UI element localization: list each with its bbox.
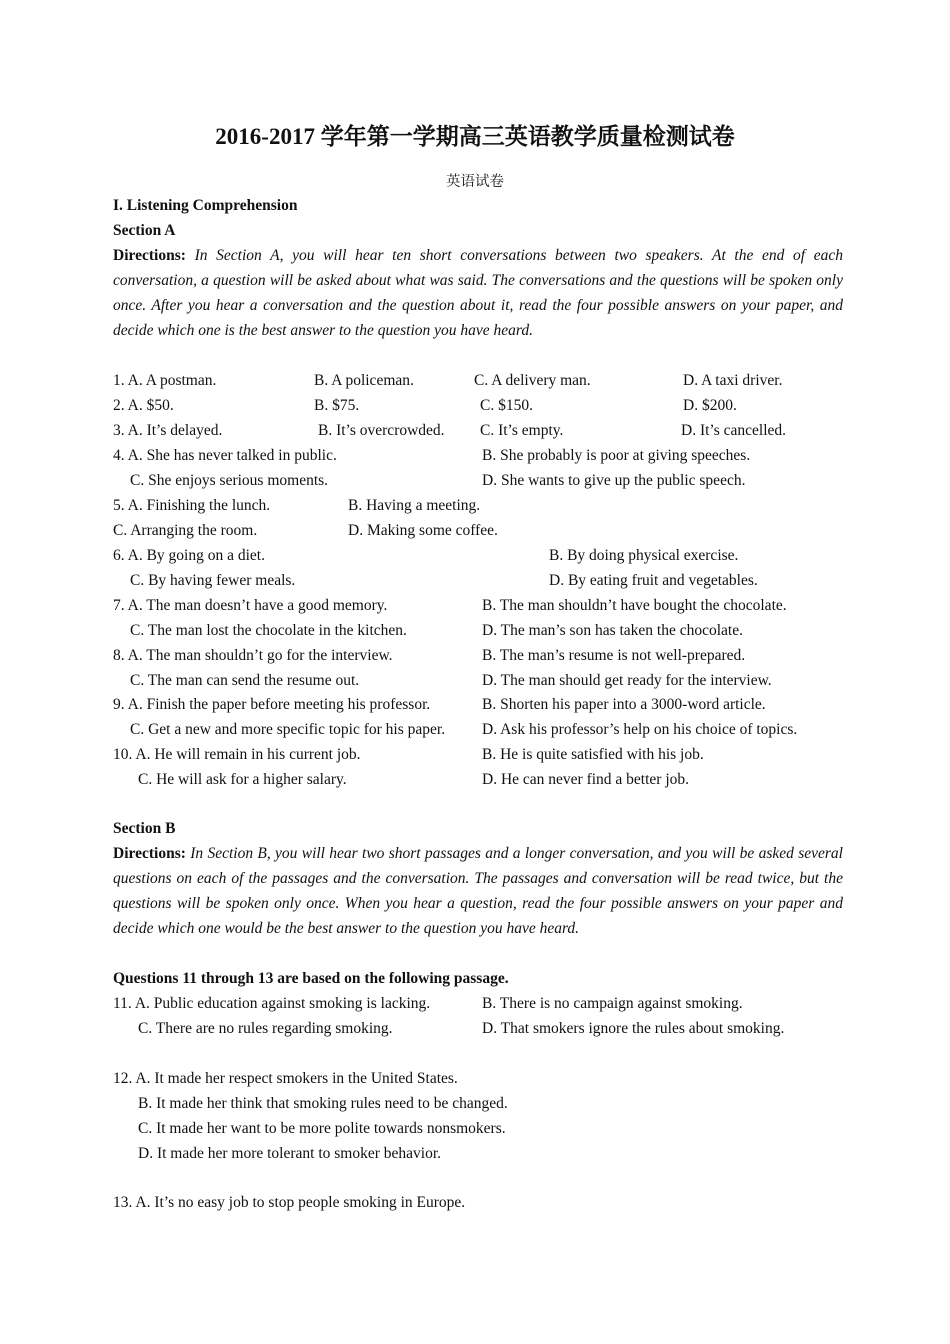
q4-option-d: D. She wants to give up the public speech. — [482, 472, 746, 489]
q4-option-a: 4. A. She has never talked in public. — [113, 447, 337, 464]
q8-option-a: 8. A. The man shouldn’t go for the interview. — [113, 647, 393, 664]
section-b-heading: Section B — [113, 820, 176, 837]
q2-option-c: C. $150. — [480, 397, 533, 414]
directions-label: Directions: — [113, 247, 186, 264]
q3-option-a: 3. A. It’s delayed. — [113, 422, 223, 439]
q7-option-b: B. The man shouldn’t have bought the chocolate. — [482, 597, 787, 614]
section-a-directions — [113, 243, 843, 343]
q2-option-b: B. $75. — [314, 397, 360, 414]
q9-option-c: C. Get a new and more specific topic for his paper. — [130, 721, 446, 738]
q3-option-c: C. It’s empty. — [480, 422, 564, 439]
q1-option-a: 1. A. A postman. — [113, 372, 217, 389]
q6-option-c: C. By having fewer meals. — [130, 572, 296, 589]
q11-option-b: B. There is no campaign against smoking. — [482, 995, 743, 1012]
q11-option-c: C. There are no rules regarding smoking. — [138, 1020, 393, 1037]
section-b-directions — [113, 841, 843, 941]
q3-option-b: B. It’s overcrowded. — [318, 422, 445, 439]
q1-option-d: D. A taxi driver. — [683, 372, 783, 389]
question-group-heading: Questions 11 through 13 are based on the following passage. — [113, 970, 509, 987]
q3-option-d: D. It’s cancelled. — [681, 422, 787, 439]
q12-option-c: C. It made her want to be more polite towards nonsmokers. — [138, 1120, 506, 1137]
q4-option-c: C. She enjoys serious moments. — [130, 472, 329, 489]
q6-option-b: B. By doing physical exercise. — [549, 547, 739, 564]
q8-option-c: C. The man can send the resume out. — [130, 672, 360, 689]
q10-option-a: 10. A. He will remain in his current job. — [113, 746, 361, 763]
q10-option-b: B. He is quite satisfied with his job. — [482, 746, 704, 763]
q2-option-d: D. $200. — [683, 397, 737, 414]
q2-option-a: 2. A. $50. — [113, 397, 174, 414]
q12-option-b: B. It made her think that smoking rules need to be changed. — [138, 1095, 508, 1112]
q10-option-c: C. He will ask for a higher salary. — [138, 771, 347, 788]
q9-option-b: B. Shorten his paper into a 3000-word article. — [482, 696, 766, 713]
q5-option-b: B. Having a meeting. — [348, 497, 481, 514]
q10-option-d: D. He can never find a better job. — [482, 771, 690, 788]
page-subtitle: 英语试卷 — [446, 174, 504, 190]
q13-option-a: 13. A. It’s no easy job to stop people smoking in Europe. — [113, 1194, 466, 1211]
q7-option-c: C. The man lost the chocolate in the kitchen. — [130, 622, 407, 639]
q6-option-a: 6. A. By going on a diet. — [113, 547, 265, 564]
q12-option-a: 12. A. It made her respect smokers in the United States. — [113, 1070, 458, 1087]
q4-option-b: B. She probably is poor at giving speeches. — [482, 447, 751, 464]
q7-option-d: D. The man’s son has taken the chocolate. — [482, 622, 743, 639]
q1-option-b: B. A policeman. — [314, 372, 414, 389]
q5-option-c: C. Arranging the room. — [113, 522, 258, 539]
q7-option-a: 7. A. The man doesn’t have a good memory. — [113, 597, 388, 614]
q5-option-a: 5. A. Finishing the lunch. — [113, 497, 271, 514]
section-a-heading: Section A — [113, 222, 176, 239]
q5-option-d: D. Making some coffee. — [348, 522, 498, 539]
directions-label: Directions: — [113, 845, 186, 862]
q1-option-c: C. A delivery man. — [474, 372, 591, 389]
directions-text: In Section B, you will hear two short passages and a longer conversation, and you will be asked several questions on each of the passages and the conversation. The passages and conversation will be read twice, but the questions will be spoken only once. When you hear a question, read the four possible answers on your paper and decide which one would be the best answer to the question you have heard. — [113, 845, 843, 937]
q9-option-a: 9. A. Finish the paper before meeting his professor. — [113, 696, 431, 713]
q6-option-d: D. By eating fruit and vegetables. — [549, 572, 758, 589]
page-title: 2016-2017 学年第一学期高三英语教学质量检测试卷 — [215, 124, 735, 149]
q11-option-d: D. That smokers ignore the rules about smoking. — [482, 1020, 785, 1037]
q11-option-a: 11. A. Public education against smoking is lacking. — [113, 995, 431, 1012]
directions-text: In Section A, you will hear ten short conversations between two speakers. At the end of each conversation, a question will be asked about what was said. The conversations and the questions will be spoken only once. After you hear a conversation and the question about it, read the four possible answers on your paper, and decide which one is the best answer to the question you have heard. — [113, 247, 843, 339]
q8-option-d: D. The man should get ready for the interview. — [482, 672, 772, 689]
q12-option-d: D. It made her more tolerant to smoker behavior. — [138, 1145, 442, 1162]
q8-option-b: B. The man’s resume is not well-prepared. — [482, 647, 746, 664]
q9-option-d: D. Ask his professor’s help on his choice of topics. — [482, 721, 798, 738]
part-heading: I. Listening Comprehension — [113, 197, 298, 214]
